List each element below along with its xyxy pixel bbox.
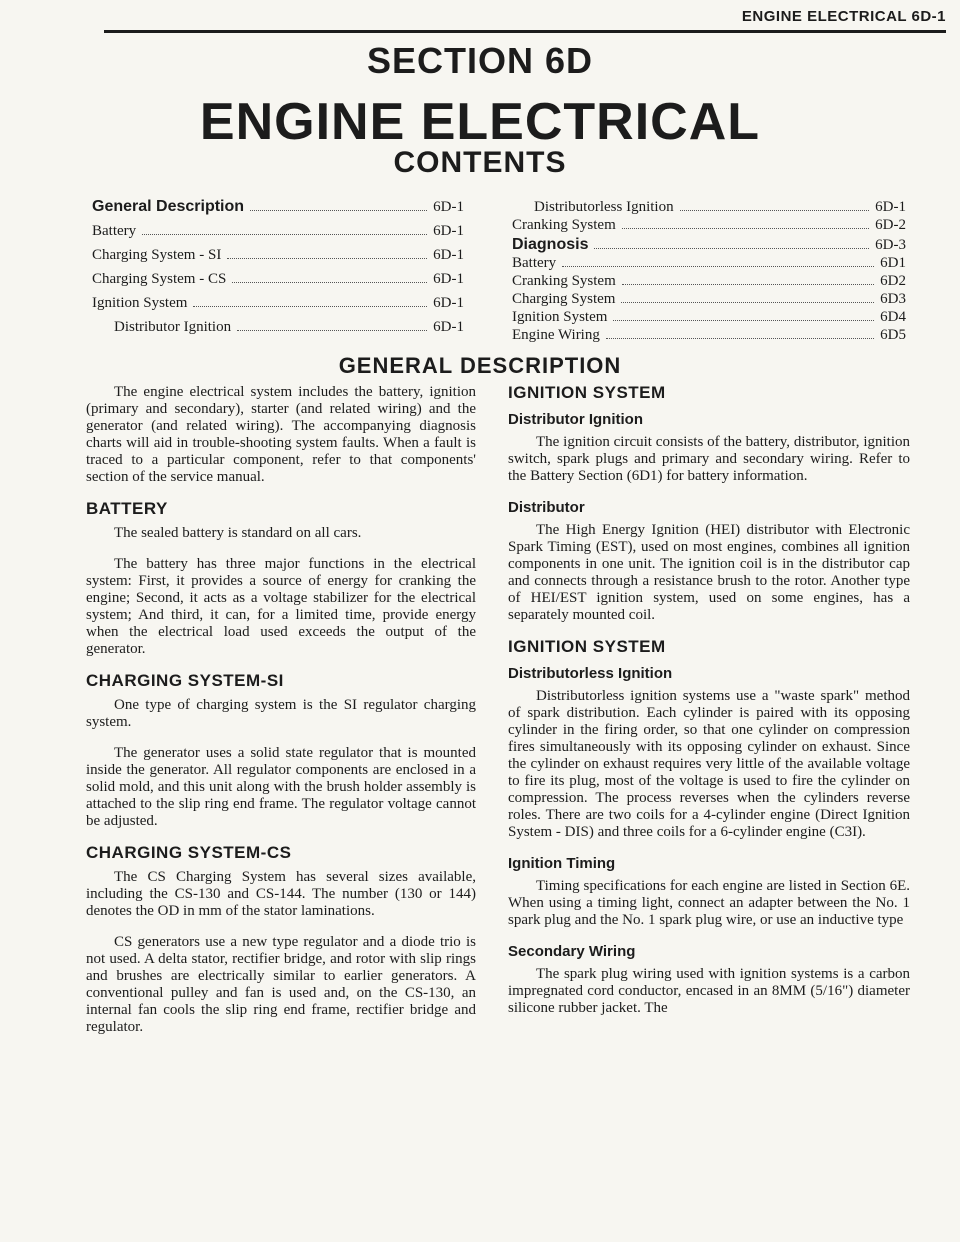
distributorless-ignition-paragraph: Distributorless ignition systems use a "waste spark" method of spark distribution. Each cylinder is paired with its opposing cylinder in the firing order, so that one cylinder on compression fires simultaneously with its opposing cylinder on exhaust. Since the cylinder on exhaust requires very little of the available voltage to fire its plug, most of the voltage is used to fire the cylinder on compression. The process reverses when the cylinders reverse roles. There are two coils for a 4-cylinder engine (Direct Ignition System - DIS) and three coils for a 6-cylinder engine (C3I). [508, 688, 910, 840]
toc-entry-label: Battery [92, 223, 137, 239]
toc-leader-dots [680, 199, 870, 211]
toc-entry [512, 308, 906, 326]
toc-right-column [512, 198, 906, 344]
distributor-paragraph: The High Energy Ignition (HEI) distributor with Electronic Spark Timing (EST), used on most engines, combines all ignition components in one unit. The ignition coil is in the distributor cap and connects through a resistance brush to the rotor. Another type of HEI/EST ignition system, used on some engines, has a separately mounted coil. [508, 522, 910, 623]
toc-entry-page: 6D3 [880, 291, 906, 307]
toc-entry [512, 254, 906, 272]
toc-entry-label: General Description [92, 198, 245, 215]
toc-entry [92, 198, 464, 216]
toc-leader-dots [562, 255, 874, 267]
toc-entry [512, 198, 906, 216]
toc-entry-label: Ignition System [92, 295, 188, 311]
toc-leader-dots [232, 271, 427, 283]
ignition-timing-paragraph: Timing specifications for each engine are listed in Section 6E. When using a timing light, connect an adapter between the No. 1 spark plug and the No. 1 spark plug wire, or use an inductive type [508, 878, 910, 928]
toc-entry [92, 318, 464, 336]
secondary-wiring-paragraph: The spark plug wiring used with ignition systems is a carbon impregnated cord conductor, encased in an 8MM (5/16") diameter silicone rubber jacket. The [508, 966, 910, 1016]
distributorless-ignition-subheading: Distributorless Ignition [508, 665, 673, 682]
toc-leader-dots [193, 295, 427, 307]
toc-entry-label: Charging System [512, 291, 616, 307]
toc-entry-label: Cranking System [512, 217, 616, 233]
toc-entry [512, 290, 906, 308]
battery-heading: BATTERY [86, 499, 168, 518]
toc-leader-dots [622, 217, 869, 229]
toc-entry-label: Distributor Ignition [114, 319, 232, 335]
toc-entry-label: Diagnosis [512, 236, 589, 253]
toc-entry-page: 6D4 [880, 309, 906, 325]
toc-entry-label: Distributorless Ignition [534, 199, 674, 215]
toc-left-column [92, 198, 464, 336]
toc-entry [92, 222, 464, 240]
toc-leader-dots [594, 237, 869, 249]
toc-leader-dots [142, 223, 427, 235]
toc-entry-page: 6D-2 [875, 217, 906, 233]
charging-si-heading: CHARGING SYSTEM-SI [86, 671, 284, 690]
toc-leader-dots [622, 273, 874, 285]
toc-entry [512, 326, 906, 344]
toc-entry [92, 246, 464, 264]
ignition-system-heading-2: IGNITION SYSTEM [508, 637, 666, 656]
contents-title: CONTENTS [393, 146, 567, 179]
toc-entry-page: 6D5 [880, 327, 906, 343]
toc-entry-label: Ignition System [512, 309, 608, 325]
header-rule [104, 30, 946, 33]
toc-entry [512, 216, 906, 234]
toc-entry-page: 6D2 [880, 273, 906, 289]
distributor-subheading: Distributor [508, 499, 585, 516]
toc-entry-label: Battery [512, 255, 557, 271]
toc-entry-page: 6D1 [880, 255, 906, 271]
battery-paragraph-1: The sealed battery is standard on all cars. [114, 525, 362, 541]
main-title: ENGINE ELECTRICAL [199, 93, 761, 151]
ignition-timing-subheading: Ignition Timing [508, 855, 616, 872]
toc-entry [512, 236, 906, 254]
toc-entry-page: 6D-1 [433, 199, 464, 215]
toc-entry-label: Engine Wiring [512, 327, 600, 343]
intro-paragraph: The engine electrical system includes the battery, ignition (primary and secondary), starter (and related wiring) and the generator (and related wiring). The accompanying diagnosis charts will aid in trouble-shooting system faults. When a fault is traced to a particular component, refer to that components' section of the service manual. [86, 384, 476, 485]
toc-leader-dots [250, 199, 427, 211]
toc-entry [512, 272, 906, 290]
distributor-ignition-paragraph: The ignition circuit consists of the battery, distributor, ignition switch, spark plugs and primary and secondary wiring. Refer to the Battery Section (6D1) for battery information. [508, 434, 910, 484]
ignition-system-heading-1: IGNITION SYSTEM [508, 383, 666, 402]
running-header: ENGINE ELECTRICAL 6D-1 [741, 8, 946, 25]
secondary-wiring-subheading: Secondary Wiring [508, 943, 636, 960]
charging-si-paragraph-1: One type of charging system is the SI regulator charging system. [86, 697, 476, 730]
toc-entry-label: Cranking System [512, 273, 616, 289]
toc-entry-label: Charging System - CS [92, 271, 227, 287]
charging-cs-heading: CHARGING SYSTEM-CS [86, 843, 292, 862]
toc-leader-dots [237, 319, 427, 331]
section-title: SECTION 6D [366, 40, 594, 81]
left-column [86, 384, 476, 1050]
toc-entry [92, 270, 464, 288]
toc-entry [92, 294, 464, 312]
right-column [508, 384, 910, 1031]
charging-cs-paragraph-1: The CS Charging System has several sizes available, including the CS-130 and CS-144. The number (130 or 144) denotes the OD in mm of the stator laminations. [86, 869, 476, 919]
toc-leader-dots [621, 291, 874, 303]
toc-entry-page: 6D-1 [433, 247, 464, 263]
toc-entry-page: 6D-1 [875, 199, 906, 215]
toc-entry-page: 6D-1 [433, 295, 464, 311]
toc-leader-dots [606, 327, 874, 339]
distributor-ignition-subheading: Distributor Ignition [508, 411, 643, 428]
toc-entry-label: Charging System - SI [92, 247, 222, 263]
toc-leader-dots [613, 309, 874, 321]
charging-si-paragraph-2: The generator uses a solid state regulator that is mounted inside the generator. All regulator components are enclosed in a solid mold, and this unit along with the brush holder assembly is attached to the slip ring end frame. The regulator voltage cannot be adjusted. [86, 745, 476, 829]
toc-entry-page: 6D-3 [875, 237, 906, 253]
toc-leader-dots [227, 247, 427, 259]
toc-entry-page: 6D-1 [433, 319, 464, 335]
charging-cs-paragraph-2: CS generators use a new type regulator and a diode trio is not used. A delta stator, rectifier bridge, and rotor with slip rings and brushes are electrically similar to earlier generators. A conventional pulley and fan is used and, on the CS-130, an internal fan cools the slip ring end frame, rectifier bridge and regulator. [86, 934, 476, 1035]
general-description-title: GENERAL DESCRIPTION [338, 353, 622, 378]
toc-entry-page: 6D-1 [433, 271, 464, 287]
toc-entry-page: 6D-1 [433, 223, 464, 239]
battery-paragraph-2: The battery has three major functions in the electrical system: First, it provides a source of energy for cranking the engine; Second, it acts as a voltage stabilizer for the electrical system; And third, it can, for a limited time, provide energy when the electrical load used exceeds the output of the generator. [86, 556, 476, 657]
